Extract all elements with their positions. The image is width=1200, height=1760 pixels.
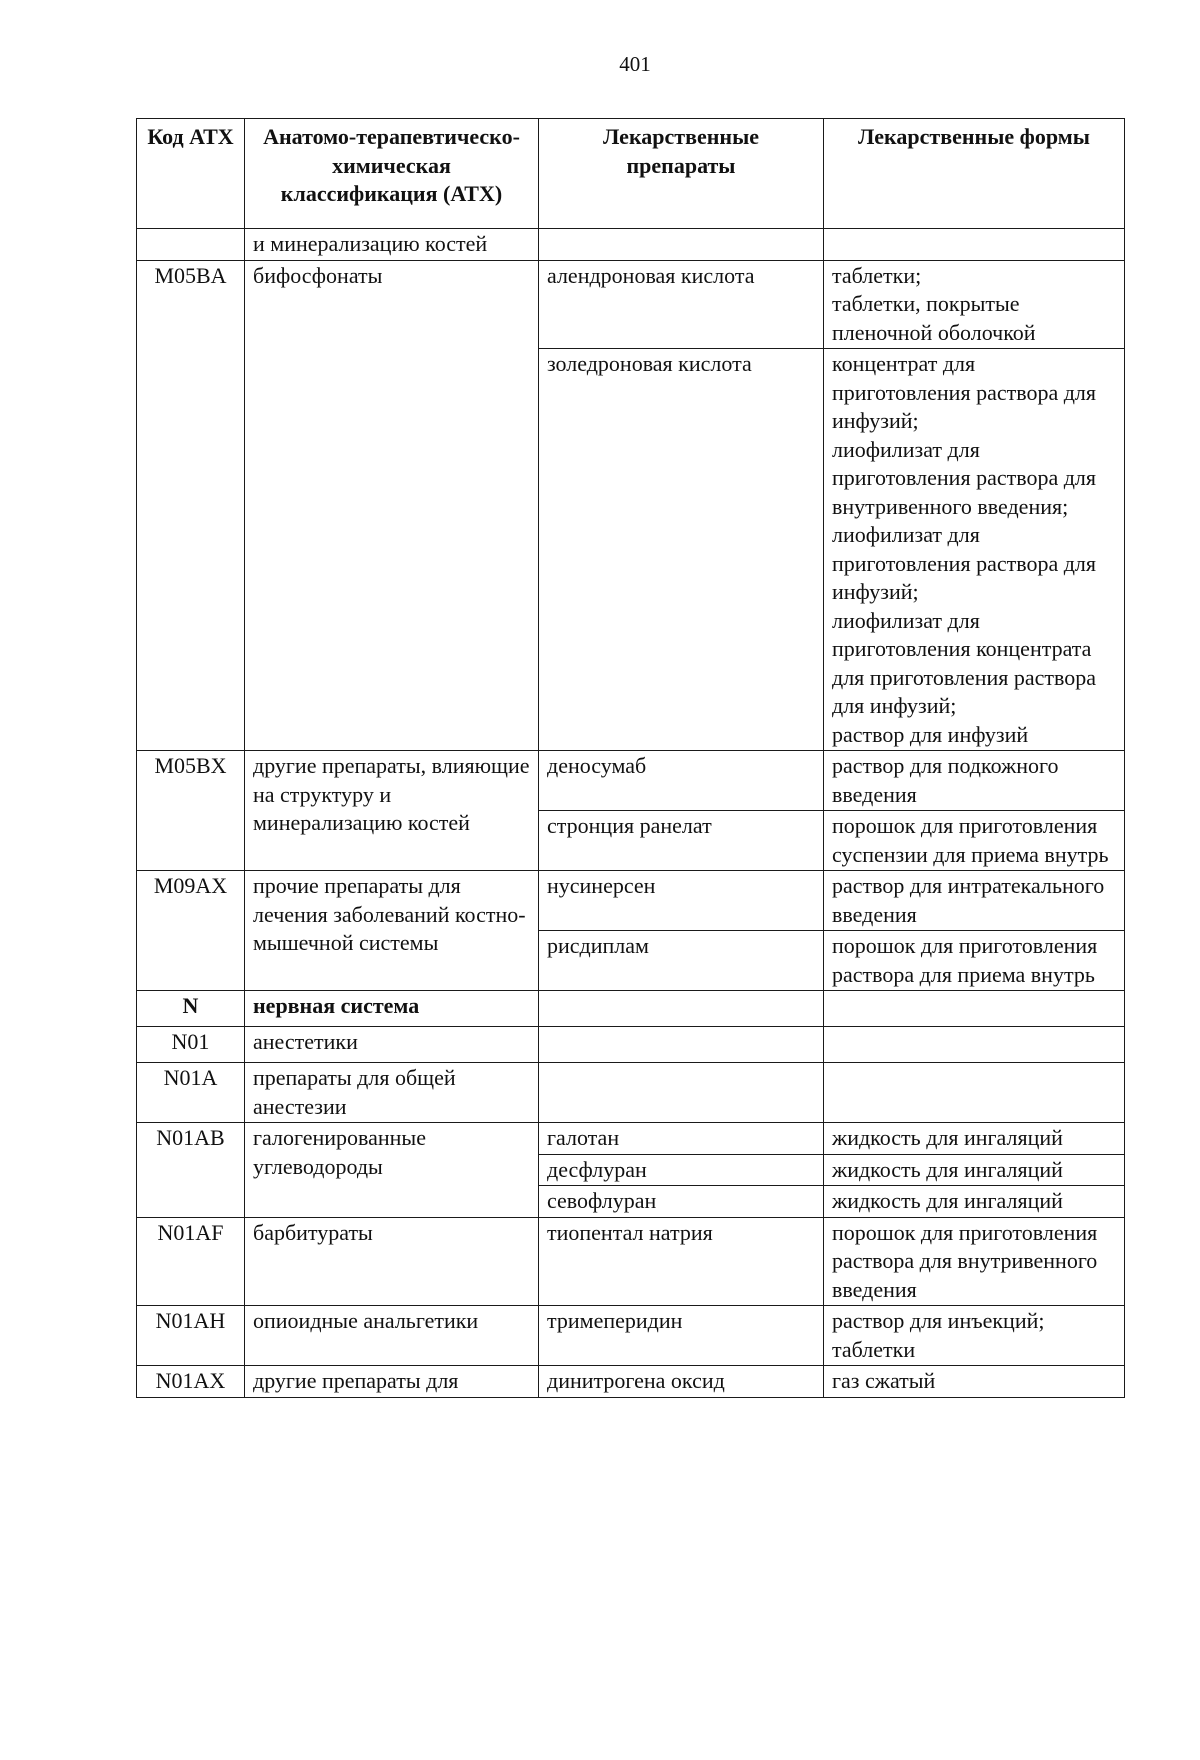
forms-cell xyxy=(824,1186,1125,1218)
dosage-form: лиофилизат для приготовления концентрата для приготовления раствора для инфузий; xyxy=(832,607,1096,718)
classification-cell: другие препараты для xyxy=(245,1366,539,1398)
drug-cell: галотан xyxy=(539,1123,824,1155)
table-row xyxy=(137,260,1125,349)
atx-code-cell: M09AX xyxy=(137,871,245,991)
forms-cell xyxy=(824,1366,1125,1398)
classification-cell: препараты для общей анестезии xyxy=(245,1063,539,1123)
forms-cell xyxy=(824,1027,1125,1063)
classification-cell: нервная система xyxy=(245,991,539,1027)
dosage-form: раствор для инъекций; xyxy=(832,1308,1045,1333)
classification-cell: прочие препараты для лечения заболеваний костно-мышечной системы xyxy=(245,871,539,991)
continuation-row xyxy=(137,229,1125,261)
forms-cell xyxy=(824,991,1125,1027)
atx-code-cell: N01 xyxy=(137,1027,245,1063)
dosage-form: таблетки; xyxy=(832,262,922,288)
drug-cell: десфлуран xyxy=(539,1154,824,1186)
forms-cell xyxy=(824,229,1125,261)
dosage-form: газ сжатый xyxy=(832,1368,936,1393)
atx-code-cell: N xyxy=(137,991,245,1027)
dosage-form: жидкость для ингаляций xyxy=(832,1125,1063,1150)
page-number: 401 xyxy=(619,52,651,76)
drug-cell xyxy=(539,991,824,1027)
table-row xyxy=(137,1027,1125,1063)
forms-cell xyxy=(824,1123,1125,1155)
dosage-form: порошок для приготовления раствора для внутривенного введения xyxy=(832,1219,1098,1302)
atx-code-cell: N01AH xyxy=(137,1306,245,1366)
forms-cell xyxy=(824,871,1125,931)
atx-code-cell: M05BA xyxy=(137,260,245,751)
atx-code-cell: N01A xyxy=(137,1063,245,1123)
drug-cell: тримеперидин xyxy=(539,1306,824,1366)
dosage-form: таблетки, покрытые пленочной оболочкой xyxy=(832,291,1036,345)
drug-cell: севофлуран xyxy=(539,1186,824,1218)
table-body xyxy=(137,229,1125,1398)
drug-cell: золедроновая кислота xyxy=(539,349,824,751)
classification-cell: и минерализацию костей xyxy=(245,229,539,261)
forms-cell xyxy=(824,751,1125,811)
classification-cell: галогенированные углеводороды xyxy=(245,1123,539,1218)
classification-cell: другие препараты, влияющие на структуру и минерализацию костей xyxy=(245,751,539,871)
header-classification: Анатомо-терапевтическо-химическая классификация (АТХ) xyxy=(245,119,539,229)
table-row xyxy=(137,1063,1125,1123)
dosage-form: раствор для подкожного введения xyxy=(832,753,1059,807)
table-row xyxy=(137,1306,1125,1366)
drug-cell: нусинерсен xyxy=(539,871,824,931)
forms-cell xyxy=(824,1306,1125,1366)
forms-cell xyxy=(824,811,1125,871)
atx-code-cell: N01AB xyxy=(137,1123,245,1218)
drug-cell: алендроновая кислота xyxy=(539,260,824,349)
classification-cell: бифосфонаты xyxy=(245,260,539,751)
dosage-form: лиофилизат для приготовления раствора для инфузий; xyxy=(832,522,1096,604)
dosage-form: жидкость для ингаляций xyxy=(832,1156,1063,1182)
table-row xyxy=(137,1123,1125,1155)
atx-code-cell: N01AF xyxy=(137,1217,245,1306)
classification-cell: анестетики xyxy=(245,1027,539,1063)
dosage-form: раствор для инфузий xyxy=(832,721,1029,747)
header-forms: Лекарственные формы xyxy=(824,119,1125,229)
drug-cell xyxy=(539,1027,824,1063)
table-row xyxy=(137,991,1125,1027)
table-row xyxy=(137,751,1125,811)
classification-cell: барбитураты xyxy=(245,1217,539,1306)
header-code: Код АТХ xyxy=(137,119,245,229)
table-row xyxy=(137,871,1125,931)
drug-cell xyxy=(539,1063,824,1123)
dosage-form: концентрат для приготовления раствора для инфузий; xyxy=(832,351,1096,433)
header-drugs: Лекарственные препараты xyxy=(539,119,824,229)
dosage-form: раствор для интратекального введения xyxy=(832,873,1105,927)
dosage-form: таблетки xyxy=(832,1336,916,1362)
forms-cell xyxy=(824,1063,1125,1123)
forms-cell xyxy=(824,260,1125,349)
table-row xyxy=(137,1217,1125,1306)
drug-cell xyxy=(539,229,824,261)
atx-code-cell: M05BX xyxy=(137,751,245,871)
drug-cell: тиопентал натрия xyxy=(539,1217,824,1306)
forms-cell xyxy=(824,1154,1125,1186)
atx-table xyxy=(136,118,1125,1398)
drug-cell: деносумаб xyxy=(539,751,824,811)
forms-cell xyxy=(824,349,1125,751)
forms-cell xyxy=(824,931,1125,991)
table-row xyxy=(137,1366,1125,1398)
dosage-form: порошок для приготовления раствора для приема внутрь xyxy=(832,933,1098,987)
dosage-form: жидкость для ингаляций xyxy=(832,1188,1063,1213)
drug-cell: стронция ранелат xyxy=(539,811,824,871)
dosage-form: порошок для приготовления суспензии для приема внутрь xyxy=(832,813,1109,867)
drug-cell: рисдиплам xyxy=(539,931,824,991)
atx-code-cell: N01AX xyxy=(137,1366,245,1398)
header-row xyxy=(137,119,1125,229)
code-cell xyxy=(137,229,245,261)
drug-cell: динитрогена оксид xyxy=(539,1366,824,1398)
forms-cell xyxy=(824,1217,1125,1306)
classification-cell: опиоидные анальгетики xyxy=(245,1306,539,1366)
dosage-form: лиофилизат для приготовления раствора для внутривенного введения; xyxy=(832,436,1096,519)
